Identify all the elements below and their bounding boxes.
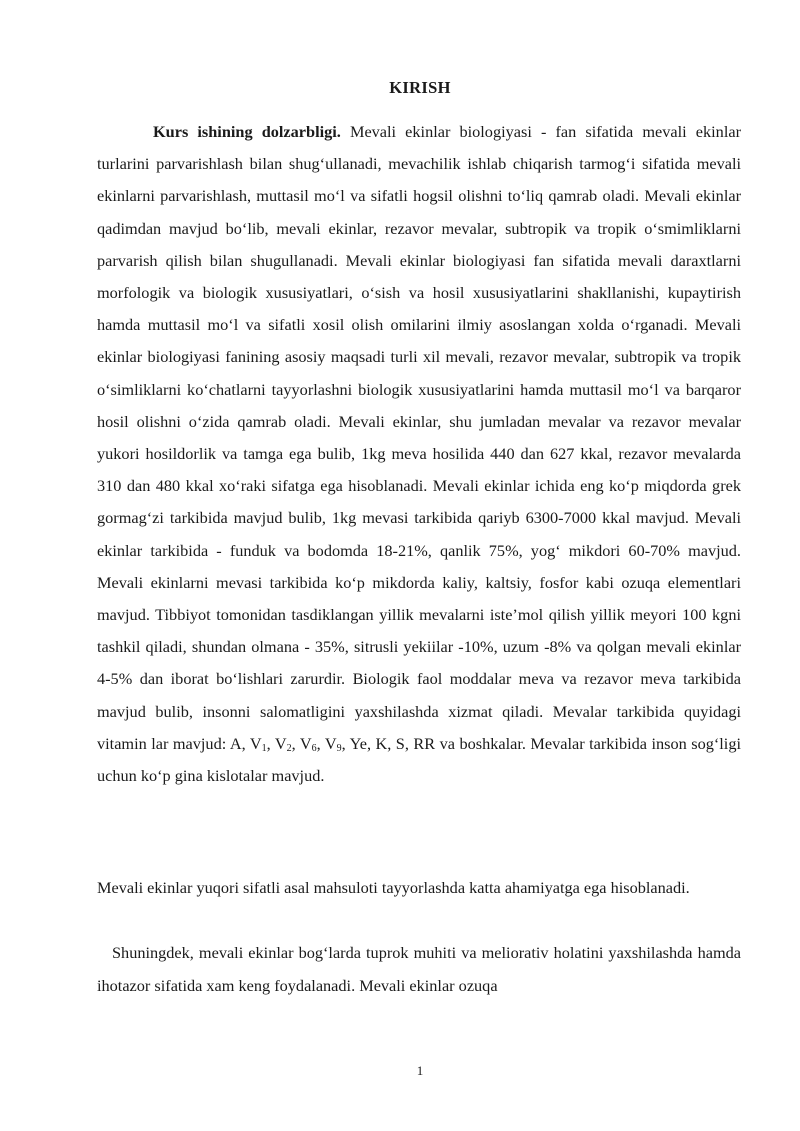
vitamin-separator: , V [291,733,312,753]
vitamin-subscript: 6 [311,742,317,754]
paragraph-honey: Mevali ekinlar yuqori sifatli asal mahsuloti tayyorlashda katta ahamiyatga ega hisoblanadi. [97,878,690,897]
paragraph-soil [97,937,741,1002]
paragraph-relevance [97,116,741,792]
vitamin-subscript: 2 [286,742,292,754]
vitamin-subscript: 9 [336,742,342,754]
paragraph-text: Mevali ekinlar biologiyasi - fan sifatida mevali ekinlar turlarini parvarishlash bilan shug‘ullanadi, mevachilik ishlab chiqarish tarmog‘i sifatida mevali ekinlarni parvarishlash, muttasil mo‘l va sifatli hogsil olishni to‘liq qamrab oladi. Mevali ekinlar qadimdan mavjud bo‘lib, mevali ekinlar, rezavor mevalar, subtropik va tropik o‘smimliklarni parvarish qilish bilan shugullanadi. Mevali ekinlar biologiyasi fan sifatida mevali daraxtlarni morfologik va biologik xususiyatlari, o‘sish va hosil xususiyatlarini shakllanishi, kupaytirish hamda muttasil mo‘l va sifatli xosil olish omilarini ilmiy asoslangan xolda o‘rganadi. Mevali ekinlar biologiyasi fanining asosiy maqsadi turli xil mevali, rezavor mevalar, subtropik va tropik o‘simliklarni ko‘chatlarni tayyorlashni biologik xususiyatlarini hamda muttasil mo‘l va barqaror hosil olishni o‘zida qamrab oladi. Mevali ekinlar, shu jumladan mevalar va rezavor mevalar yukori hosildorlik va tamga ega bulib, 1kg meva hosilida 440 dan 627 kkal, rezavor mevalarda 310 dan 480 kkal xo‘raki sifatga ega hisoblanadi. Mevali ekinlar ichida eng ko‘p miqdorda grek gormag‘zi tarkibida mavjud bulib, 1kg mevasi tarkibida qariyb 6300-7000 kkal mavjud. Mevali ekinlar tarkibida - funduk va bodomda 18-21%, qanlik 75%, yog‘ mikdori 60-70% mavjud. Mevali ekinlarni mevasi tarkibida ko‘p mikdorda kaliy, kaltsiy, fosfor kabi ozuqa elementlari mavjud. Tibbiyot tomonidan tasdiklangan yillik mevalarni iste’mol qilish yillik meyori 100 kgni tashkil qiladi, shundan olmana - 35%, sitrusli yekiilar -10%, uzum -8% va qolgan mevali ekinlar 4-5% dan iborat bo‘lishlari zarurdir. Biologik faol moddalar meva va rezavor meva tarkibida mavjud bulib, insonni salomatligini yaxshilashda xizmat qiladi. Mevalar tarkibida quyidagi vitamin lar mavjud: A, V [97,122,741,753]
vitamin-separator: , V [316,733,337,753]
paragraph-lead: Kurs ishining dolzarbligi. [153,122,341,141]
vitamin-subscript: 1 [261,742,267,754]
page-number: 1 [416,1063,424,1078]
paragraph-text: Shuningdek, mevali ekinlar bog‘larda tuprok muhiti va meliorativ holatini yaxshilashda hamda ihotazor sifatida xam keng foydalanadi. Mevali ekinlar ozuqa [97,943,741,995]
vitamin-separator: , V [266,733,287,753]
paragraph-text-end: , Ye, K, S, RR va boshkalar. Mevalar tarkibida inson sog‘ligi uchun ko‘p gina kislotalar mavjud. [97,733,741,786]
section-title: KIRISH [389,78,451,97]
